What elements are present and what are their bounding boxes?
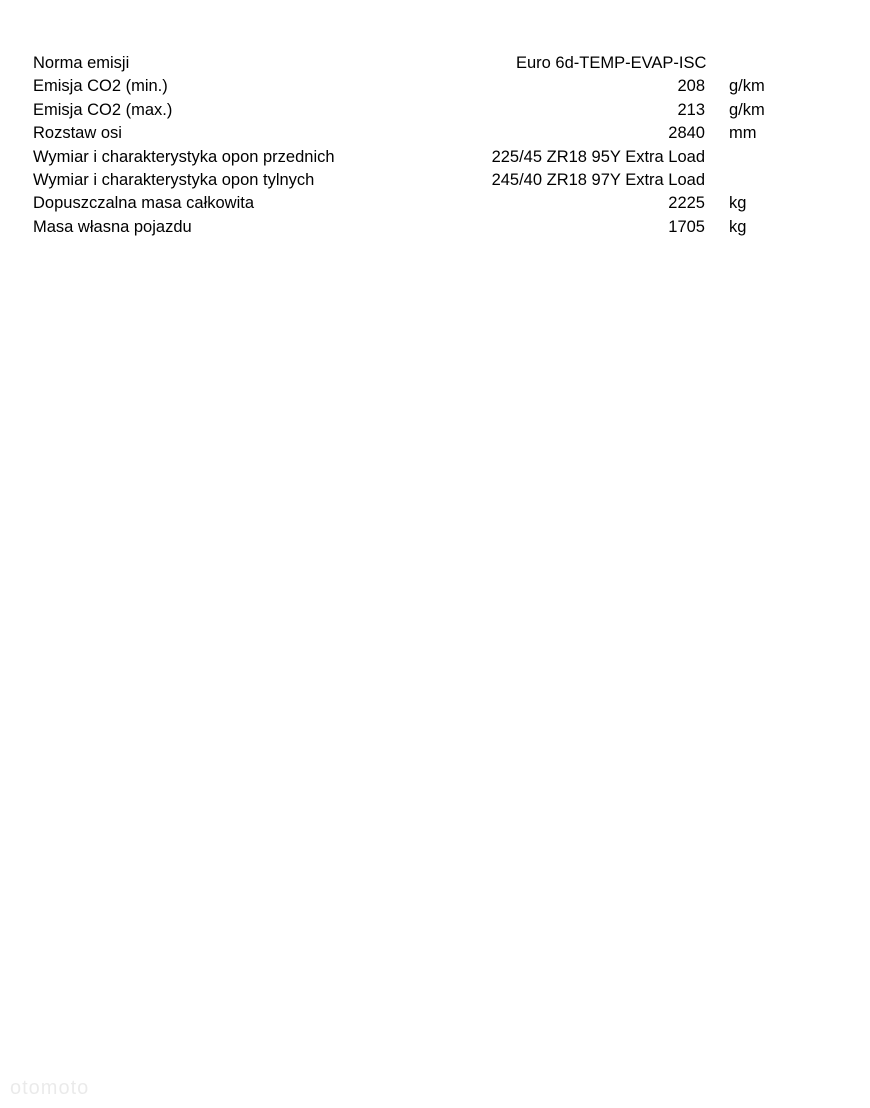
spec-row-rear-tires [33,169,793,192]
spec-row-front-tires [33,146,793,169]
spec-value: 208 [677,77,705,96]
spec-row-co2-max [33,99,793,122]
spec-label: Wymiar i charakterystyka opon tylnych [33,171,315,190]
watermark-logo: otomoto [10,1077,90,1099]
spec-value: 2225 [668,194,705,213]
spec-unit: mm [729,124,757,143]
spec-value: 245/40 ZR18 97Y Extra Load [491,171,705,190]
spec-row-emission-standard [33,52,793,75]
spec-unit: g/km [729,100,765,119]
spec-unit: g/km [729,77,765,96]
spec-label: Wymiar i charakterystyka opon przednich [33,147,335,166]
spec-label: Emisja CO2 (min.) [33,77,168,96]
spec-label: Emisja CO2 (max.) [33,100,173,119]
spec-label: Masa własna pojazdu [33,217,192,236]
spec-value: 213 [677,100,705,119]
spec-row-curb-weight [33,216,793,239]
spec-table [33,52,793,239]
spec-row-gross-weight [33,192,793,215]
spec-label: Norma emisji [33,54,130,72]
spec-value: 1705 [668,217,705,236]
spec-value: Euro 6d-TEMP-EVAP-ISC [516,54,707,72]
spec-value: 2840 [668,124,705,143]
spec-label: Dopuszczalna masa całkowita [33,194,255,213]
spec-unit: kg [729,194,747,213]
spec-unit: kg [729,217,747,236]
spec-row-wheelbase [33,122,793,145]
spec-value: 225/45 ZR18 95Y Extra Load [491,147,705,166]
spec-label: Rozstaw osi [33,124,122,143]
spec-row-co2-min [33,75,793,98]
